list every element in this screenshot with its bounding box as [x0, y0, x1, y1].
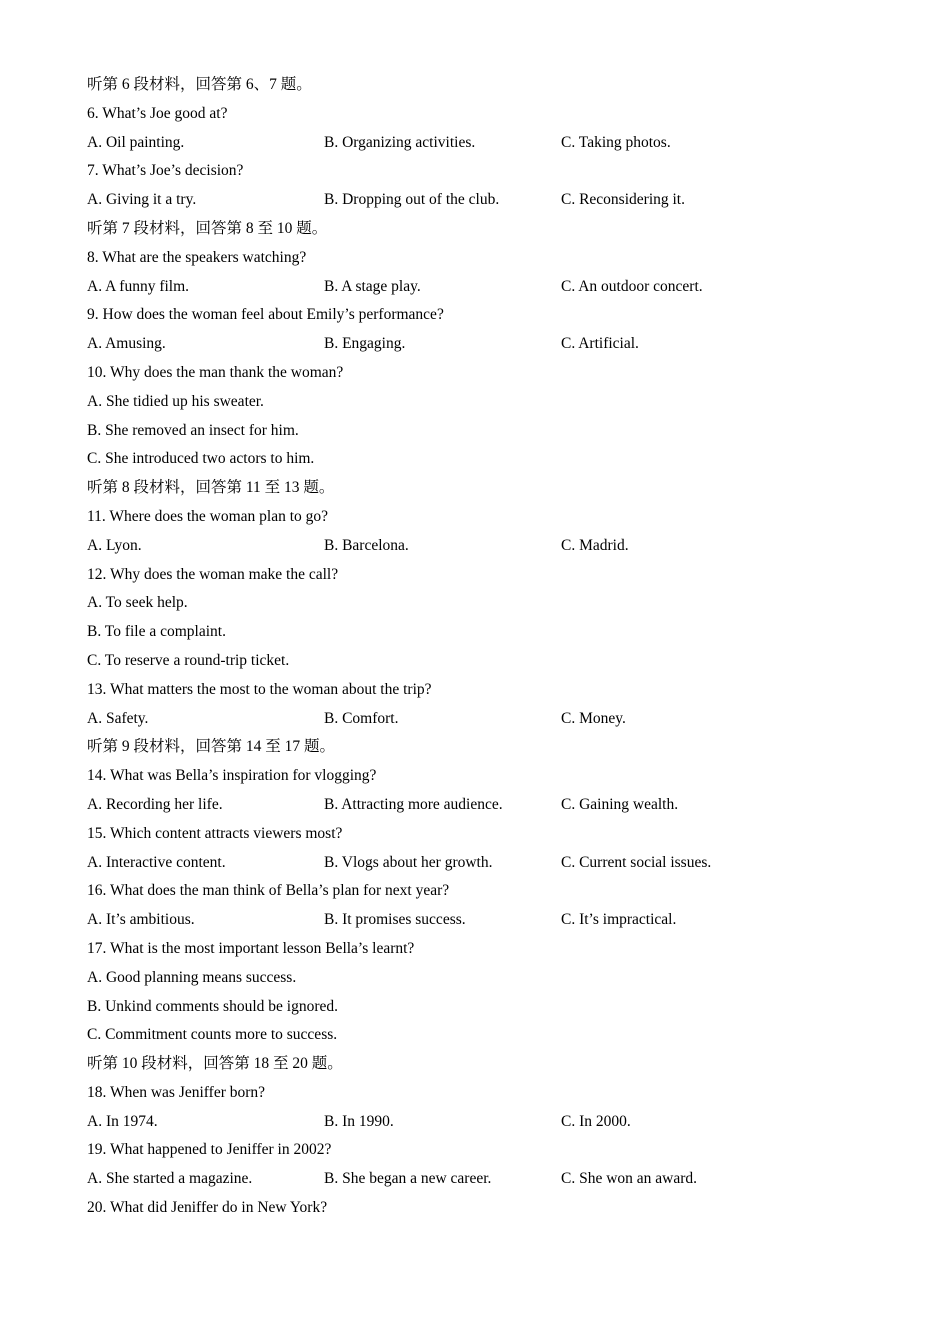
option-a: A. Interactive content. [87, 853, 226, 871]
option-c: C. Commitment counts more to success. [87, 1026, 338, 1044]
option-row [87, 186, 887, 215]
option-b: B. Attracting more audience. [324, 795, 503, 813]
question-stem: 17. What is the most important lesson Bella’s learnt? [87, 939, 415, 957]
option-a: A. It’s ambitious. [87, 911, 195, 929]
option-a: A. Giving it a try. [87, 191, 197, 209]
question-stem: 8. What are the speakers watching? [87, 248, 307, 266]
question-stem: 19. What happened to Jeniffer in 2002? [87, 1141, 332, 1159]
question-stem: 16. What does the man think of Bella’s plan for next year? [87, 882, 450, 900]
question-stem: 11. Where does the woman plan to go? [87, 507, 329, 525]
question-stem: 20. What did Jeniffer do in New York? [87, 1199, 328, 1217]
option-b: B. She removed an insect for him. [87, 421, 299, 439]
option-b: B. It promises success. [324, 911, 466, 929]
option-b: B. Comfort. [324, 709, 399, 727]
question-stem: 9. How does the woman feel about Emily’s performance? [87, 306, 444, 324]
option-b: B. To file a complaint. [87, 623, 226, 641]
question-stem: 12. Why does the woman make the call? [87, 565, 339, 583]
option-row [87, 1108, 887, 1137]
option-b: B. Engaging. [324, 335, 406, 353]
option-c: C. Reconsidering it. [561, 191, 685, 209]
option-c: C. Money. [561, 709, 626, 727]
option-a: A. A funny film. [87, 277, 190, 295]
option-a: A. She tidied up his sweater. [87, 392, 264, 410]
option-c: C. An outdoor concert. [561, 277, 703, 295]
section-header: 听第 6 段材料，回答第 6、7 题。 [87, 76, 312, 93]
section-header: 听第 10 段材料，回答第 18 至 20 题。 [87, 1055, 343, 1073]
option-b: B. In 1990. [324, 1112, 394, 1130]
option-c: C. Madrid. [561, 536, 629, 554]
option-c: C. Current social issues. [561, 853, 712, 871]
option-b: B. Vlogs about her growth. [324, 853, 493, 871]
question-stem: 18. When was Jeniffer born? [87, 1083, 266, 1101]
option-b: B. She began a new career. [324, 1170, 492, 1188]
section-header: 听第 9 段材料，回答第 14 至 17 题。 [87, 738, 336, 756]
option-a: A. Oil painting. [87, 133, 185, 151]
option-a: A. Lyon. [87, 536, 142, 554]
option-c: C. Gaining wealth. [561, 795, 679, 813]
option-a: A. Amusing. [87, 335, 166, 353]
option-c: C. She won an award. [561, 1170, 698, 1188]
option-row [87, 532, 887, 561]
question-stem: 13. What matters the most to the woman about the trip? [87, 680, 432, 698]
option-a: A. Good planning means success. [87, 968, 297, 986]
question-stem: 14. What was Bella’s inspiration for vlogging? [87, 767, 377, 785]
option-row [87, 330, 887, 359]
question-stem: 7. What’s Joe’s decision? [87, 162, 244, 180]
option-b: B. Dropping out of the club. [324, 191, 500, 209]
section-header: 听第 7 段材料，回答第 8 至 10 题。 [87, 219, 328, 237]
question-stem: 6. What’s Joe good at? [87, 104, 228, 122]
option-a: A. Safety. [87, 709, 149, 727]
option-row [87, 705, 887, 734]
option-b: B. Barcelona. [324, 536, 409, 554]
option-row [87, 906, 887, 935]
option-row [87, 791, 887, 820]
exam-page [87, 71, 887, 1223]
option-c: C. She introduced two actors to him. [87, 450, 315, 468]
option-row [87, 273, 887, 302]
option-b: B. Organizing activities. [324, 133, 476, 151]
option-c: C. To reserve a round-trip ticket. [87, 651, 290, 669]
question-stem: 15. Which content attracts viewers most? [87, 824, 343, 842]
option-c: C. Artificial. [561, 335, 639, 353]
section-header: 听第 8 段材料，回答第 11 至 13 题。 [87, 479, 335, 497]
option-a: A. To seek help. [87, 594, 188, 612]
option-c: C. Taking photos. [561, 133, 671, 151]
option-row [87, 849, 887, 878]
option-a: A. She started a magazine. [87, 1170, 253, 1188]
option-a: A. In 1974. [87, 1112, 158, 1130]
option-b: B. A stage play. [324, 277, 421, 295]
option-b: B. Unkind comments should be ignored. [87, 997, 338, 1015]
question-stem: 10. Why does the man thank the woman? [87, 363, 344, 381]
option-c: C. In 2000. [561, 1112, 631, 1130]
option-c: C. It’s impractical. [561, 911, 677, 929]
option-a: A. Recording her life. [87, 795, 223, 813]
option-row [87, 1165, 887, 1194]
option-row [87, 129, 887, 158]
